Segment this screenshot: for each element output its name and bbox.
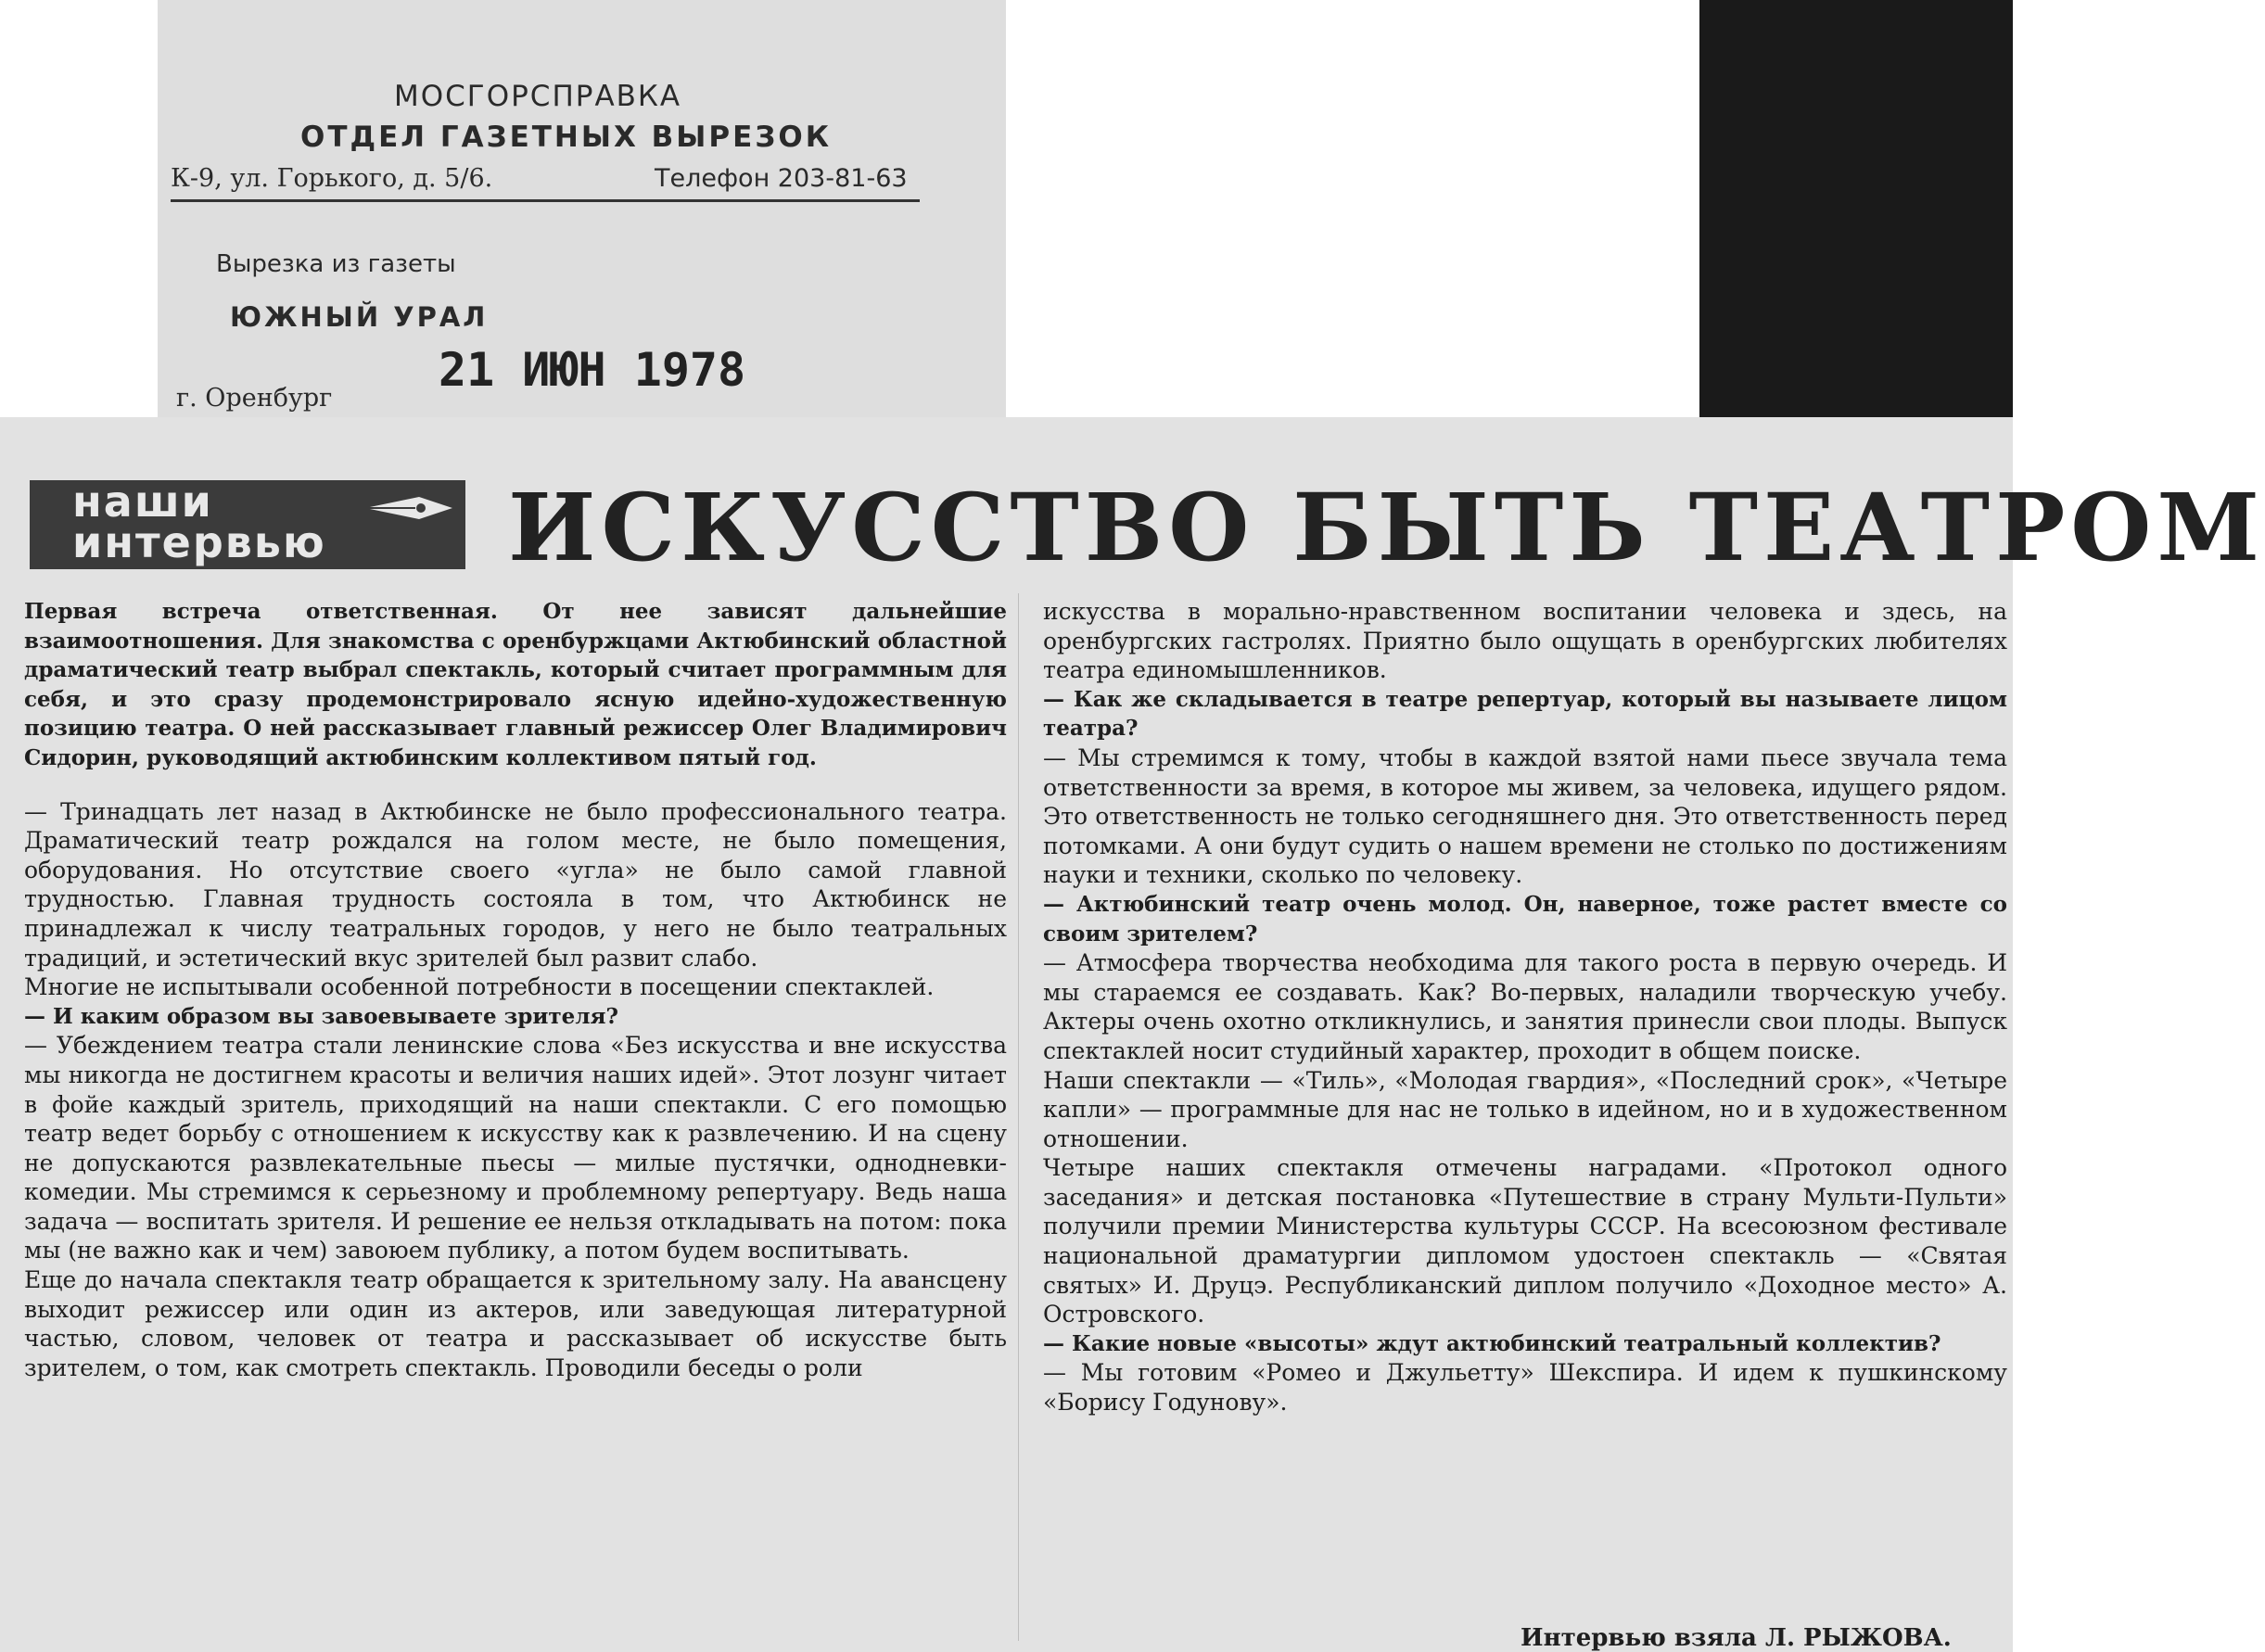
paragraph: Наши спектакли — «Тиль», «Молодая гвардия», «Последний срок», «Четыре капли» — программные для нас не только в идейном, но и в художественном отношении.	[1043, 1066, 2007, 1152]
left-column	[24, 597, 1007, 1382]
stamp-city: г. Оренбург	[176, 384, 333, 413]
right-column	[1043, 597, 2007, 1417]
rubric-line2: интервью	[72, 517, 326, 567]
paragraph: — Убеждением театра стали ленинские слова «Без искусства и вне искусства мы никогда не достигнем красоты и величия наших идей». Этот лозунг читает в фойе каждый зритель, приходящий на наши спектакли. С его помощью театр ведет борьбу с отношением к искусству как к развлечению. И на сцену не допускаются развлекательные пьесы — милые пустячки, однодневки-комедии. Мы стремимся к серьезному и проблемному репертуару. Ведь наша задача — воспитать зрителя. И решение ее нельзя откладывать на потом: пока мы (не важно как и чем) завоюем публику, а потом будем воспитывать.	[24, 1032, 1007, 1264]
pen-nib-icon	[363, 489, 456, 527]
rubric-line1: наши	[72, 477, 213, 527]
paragraph: — Мы стремимся к тому, чтобы в каждой взятой нами пьесе звучала тема ответственности за время, в которое мы живем, за человека, идущего рядом. Это ответственность не только сегодняшнего дня. Это ответственность перед потомками. А они будут судить о нашем времени не столько по достижениям науки и техники, сколько по человеку.	[1043, 743, 2007, 889]
paragraph: искусства в морально-нравственном воспитании человека и здесь, на оренбургских гастролях. Приятно было ощущать в оренбургских любителях театра единомышленников.	[1043, 598, 2007, 684]
stamp-dept: ОТДЕЛ ГАЗЕТНЫХ ВЫРЕЗОК	[300, 121, 833, 154]
paragraph: — Тринадцать лет назад в Актюбинске не было профессионального театра. Драматический театр рождался на голом месте, не было помещения, оборудования. Но отсутствие своего «угла» не было самой главной трудностью. Главная трудность состояла в том, что Актюбинск не принадлежал к числу театральных городов, у него не было театральных традиций, и эстетический вкус зрителей был развит слабо.	[24, 797, 1007, 972]
stamp-date: 21 ИЮН 1978	[439, 343, 746, 397]
column-divider	[1018, 593, 1019, 1641]
stamp-clip-from: Вырезка из газеты	[216, 250, 456, 278]
question: — И каким образом вы завоевываете зрителя?	[24, 1003, 619, 1029]
paragraph: Многие не испытывали особенной потребности в посещении спектаклей.	[24, 973, 935, 1001]
stamp-org: МОСГОРСПРАВКА	[394, 80, 682, 113]
dark-background-corner	[1699, 0, 2013, 417]
paragraph: Еще до начала спектакля театр обращается к зрительному залу. На авансцену выходит режиссер или один из актеров, или заведующая литературной частью, словом, человек от театра и рассказывает об искусстве быть зрителем, о том, как смотреть спектакль. Проводили беседы о роли	[24, 1266, 1007, 1381]
stamp-phone: Телефон 203-81-63	[655, 164, 908, 193]
question: — Какие новые «высоты» ждут актюбинский театральный коллектив?	[1043, 1330, 1941, 1356]
paragraph: — Атмосфера творчества необходима для такого роста в первую очередь. И мы стараемся ее создавать. Как? Во-первых, наладили творческую учебу. Актеры очень охотно откликнулись, и занятия принесли свои плоды. Выпуск спектаклей носит студийный характер, проходит в общем поиске.	[1043, 949, 2007, 1064]
byline: Интервью взяла Л. РЫЖОВА.	[1521, 1624, 1952, 1652]
paragraph: Четыре наших спектакля отмечены наградами. «Протокол одного заседания» и детская постановка «Путешествие в страну Мульти-Пульти» получили премии Министерства культуры СССР. На всесоюзном фестивале национальной драматургии дипломом удостоен спектакль — «Святая святых» И. Друцэ. Республиканский диплом получило «Доходное место» А. Островского.	[1043, 1154, 2007, 1328]
question: — Актюбинский театр очень молод. Он, наверное, тоже растет вместе со своим зрителем?	[1043, 891, 2007, 947]
stamp-address: К-9, ул. Горького, д. 5/6.	[171, 164, 493, 193]
paragraph: — Мы готовим «Ромео и Джульетту» Шекспира. И идем к пушкинскому «Борису Годунову».	[1043, 1359, 2007, 1417]
headline: ИСКУССТВО БЫТЬ ТЕАТРОМ	[508, 473, 2265, 582]
question: — Как же складывается в театре репертуар, который вы называете лицом театра?	[1043, 686, 2007, 742]
intro-paragraph: Первая встреча ответственная. От нее зависят дальнейшие взаимоотношения. Для знакомства с оренбуржцами Актюбинский областной драматический театр выбрал спектакль, который считает программным для себя, и это сразу продемонстрировало ясную идейно-художественную позицию театра. О ней рассказывает главный режиссер Олег Владимирович Сидорин, руководящий актюбинским коллективом пятый год.	[24, 599, 1007, 770]
stamp-divider	[171, 199, 920, 202]
stamp-newspaper: ЮЖНЫЙ УРАЛ	[230, 301, 489, 333]
